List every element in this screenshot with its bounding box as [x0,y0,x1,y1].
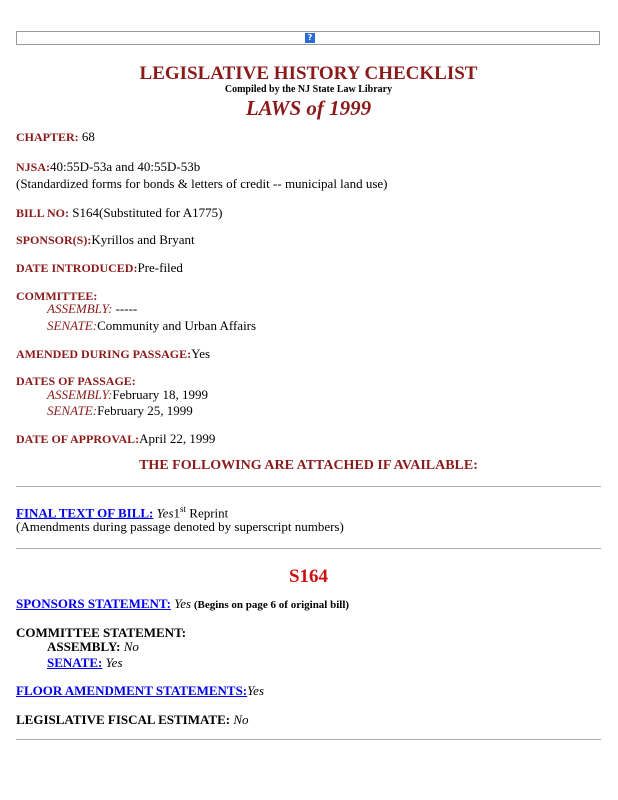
committee-assembly-row [47,300,137,317]
committee-statement-label: COMMITTEE STATEMENT: [16,625,187,640]
final-text-reprint-num: 1 [173,505,181,521]
committee-senate-label: SENATE: [47,318,98,333]
cs-senate-value: Yes [105,655,123,670]
final-text-reprint: Reprint [186,505,229,521]
njsa-value: 40:55D-53a and 40:55D-53b [50,159,201,174]
bill-value: S164(Substituted for A1775) [69,205,223,220]
broken-image-icon: ? [305,33,315,43]
floor-row [16,682,264,699]
passage-senate-value: February 25, 1999 [97,403,193,418]
njsa-description: (Standardized forms for bonds & letters of credit -- municipal land use) [16,176,388,191]
fiscal-label: LEGISLATIVE FISCAL ESTIMATE: [16,712,231,727]
njsa-row [16,158,200,176]
passage-assembly-label: ASSEMBLY: [47,387,113,402]
committee-senate-row [47,317,256,334]
bill-row [16,204,223,222]
divider [16,739,601,740]
bill-id: S164 [288,566,329,587]
sponsors-statement-row [16,595,349,614]
chapter-value: 68 [78,129,95,144]
attached-heading: THE FOLLOWING ARE ATTACHED IF AVAILABLE: [139,458,478,473]
final-text-sup: st [180,504,187,514]
sponsor-row [16,231,195,249]
cs-assembly-value: No [123,639,139,654]
passage-label-text: DATES OF PASSAGE: [16,374,136,388]
committee-senate-value: Community and Urban Affairs [97,318,257,333]
cs-senate-row [47,654,123,671]
committee-label-text: COMMITTEE: [16,289,98,303]
floor-amendment-link[interactable]: FLOOR AMENDMENT STATEMENTS: [16,683,248,698]
committee-assembly-label: ASSEMBLY: [47,301,113,316]
divider [16,548,601,549]
approval-row [16,430,215,448]
final-text-note: (Amendments during passage denoted by superscript numbers) [16,519,344,534]
approval-label: DATE OF APPROVAL: [16,432,140,446]
passage-senate-label: SENATE: [47,403,98,418]
amended-row [16,345,210,363]
image-banner [16,31,600,45]
amended-value: Yes [191,346,211,361]
floor-amendment-value: Yes [247,683,265,698]
page-title: LEGISLATIVE HISTORY CHECKLIST [139,63,478,84]
committee-assembly-value: ----- [112,301,138,316]
passage-senate-row [47,402,193,419]
fiscal-row [16,711,249,728]
passage-assembly-value: February 18, 1999 [112,387,209,402]
passage-assembly-row [47,386,208,403]
sponsors-statement-note: (Begins on page 6 of original bill) [191,599,350,611]
sponsor-label: SPONSOR(S): [16,233,92,247]
laws-year: LAWS of 1999 [245,96,372,120]
introduced-row [16,259,183,277]
chapter-row [16,128,95,146]
introduced-label: DATE INTRODUCED: [16,261,138,275]
chapter-label: CHAPTER: [16,130,79,144]
final-text-link[interactable]: FINAL TEXT OF BILL: [16,505,154,521]
divider [16,486,601,487]
cs-assembly-row [47,638,139,655]
njsa-label: NJSA: [16,160,51,174]
sponsors-statement-yes: Yes [174,596,192,611]
bill-label: BILL NO: [16,206,70,220]
page-subtitle: Compiled by the NJ State Law Library [224,84,393,95]
fiscal-value: No [233,712,249,727]
introduced-value: Pre-filed [137,260,183,275]
sponsor-value: Kyrillos and Bryant [91,232,195,247]
cs-assembly-label: ASSEMBLY: [47,639,121,654]
sponsors-statement-link[interactable]: SPONSORS STATEMENT: [16,596,171,611]
approval-value: April 22, 1999 [139,431,216,446]
cs-senate-link[interactable]: SENATE: [47,655,103,670]
final-text-yes: Yes [156,505,174,521]
amended-label: AMENDED DURING PASSAGE: [16,347,192,361]
